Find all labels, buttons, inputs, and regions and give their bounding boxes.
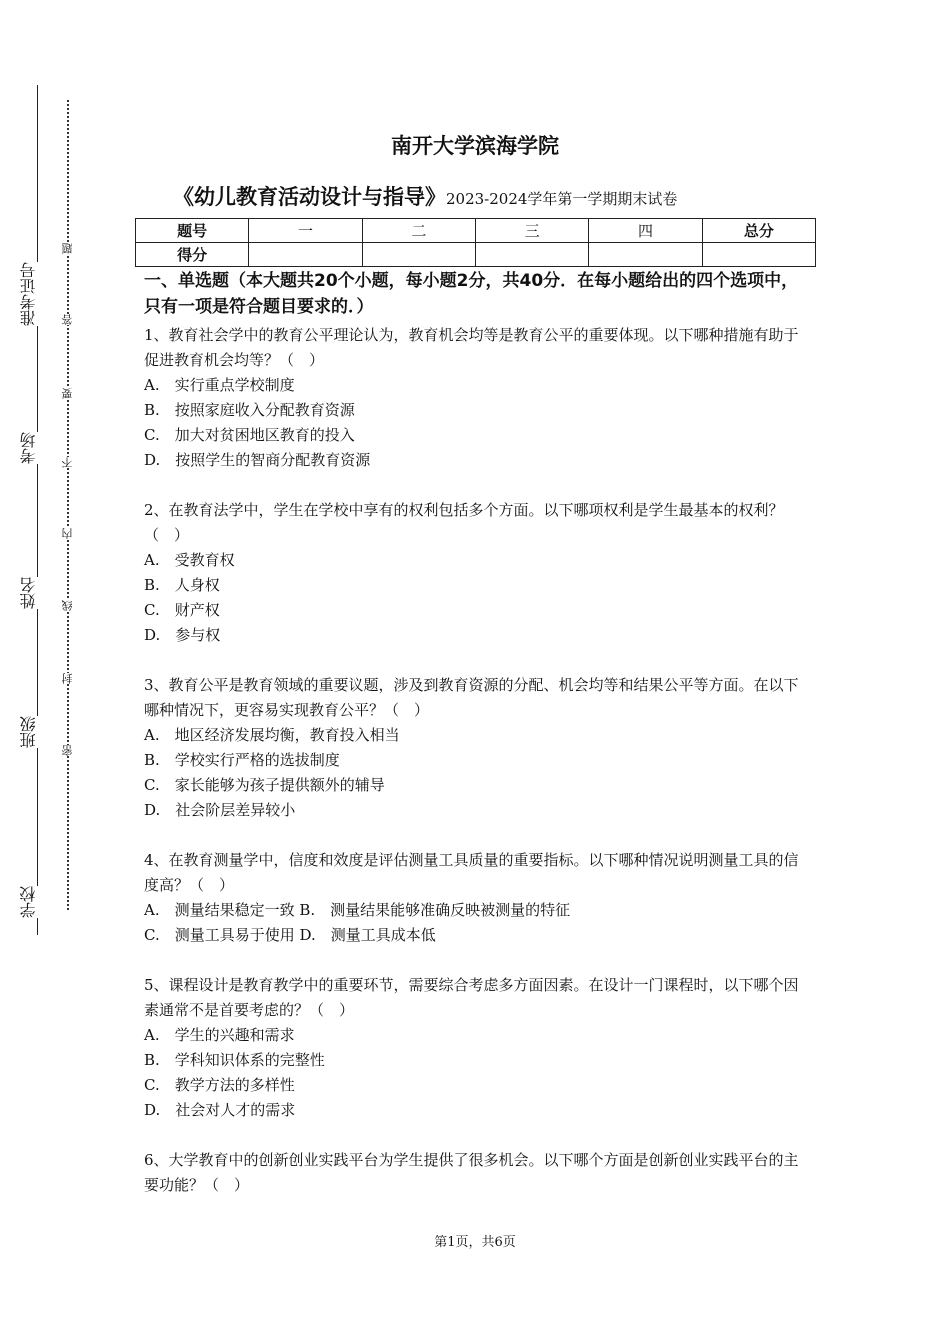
seal-char: 内 <box>58 528 78 539</box>
university-title: 南开大学滨海学院 <box>391 134 559 158</box>
question-option: D. 参与权 <box>144 626 221 644</box>
field-label-exam-number: 准考证号 <box>19 262 38 326</box>
question-option: C. 财产权 <box>144 601 220 619</box>
score-table <box>135 218 816 267</box>
seal-char: 线 <box>58 600 78 611</box>
question-option: A. 地区经济发展均衡，教育投入相当 <box>144 726 400 744</box>
question-option: A. 受教育权 <box>144 551 235 569</box>
score-cell: 四 <box>589 219 702 243</box>
question-stem: 3、教育公平是教育领域的重要议题，涉及到教育资源的分配、机会均等和结果公平等方面。在以下哪种情况下，更容易实现教育公平？（ ） <box>144 676 799 719</box>
exam-content <box>144 268 812 1223</box>
question-stem: 6、大学教育中的创新创业实践平台为学生提供了很多机会。以下哪个方面是创新创业实践平台的主要功能？（ ） <box>144 1151 799 1194</box>
course-title: 《幼儿教育活动设计与指导》 <box>173 185 446 209</box>
question-option: B. 学校实行严格的选拔制度 <box>144 751 340 769</box>
seal-char: 题 <box>58 243 78 254</box>
score-entry[interactable] <box>475 243 588 267</box>
score-table-header-row <box>136 219 816 243</box>
seal-char: 封 <box>58 673 78 684</box>
seal-char: 不 <box>58 457 78 468</box>
exam-title <box>173 181 813 211</box>
question-stem: 5、课程设计是教育教学中的重要环节，需要综合考虑多方面因素。在设计一门课程时，以下哪个因素通常不是首要考虑的？（ ） <box>144 976 799 1019</box>
score-entry[interactable] <box>589 243 702 267</box>
question-option: B. 人身权 <box>144 576 220 594</box>
seal-char: 要 <box>58 388 78 399</box>
question-option: D. 社会阶层差异较小 <box>144 801 296 819</box>
score-cell: 题号 <box>136 219 249 243</box>
binding-dotted-line <box>67 100 69 910</box>
question-stem: 1、教育社会学中的教育公平理论认为，教育机会均等是教育公平的重要体现。以下哪种措施有助于促进教育机会均等？（ ） <box>144 326 799 369</box>
question-stem: 2、在教育法学中，学生在学校中享有的权利包括多个方面。以下哪项权利是学生最基本的权利？（ ） <box>144 501 784 544</box>
question <box>144 673 812 823</box>
score-cell: 总分 <box>702 219 815 243</box>
score-entry[interactable] <box>702 243 815 267</box>
question <box>144 1148 812 1198</box>
score-entry[interactable] <box>249 243 362 267</box>
question-option: C. 加大对贫困地区教育的投入 <box>144 426 355 444</box>
question-option: A. 学生的兴趣和需求 <box>144 1026 295 1044</box>
question-option: C. 测量工具易于使用 D. 测量工具成本低 <box>144 926 436 944</box>
field-label-class: 班级 <box>19 716 38 748</box>
question-option: D. 社会对人才的需求 <box>144 1101 296 1119</box>
question-option: A. 实行重点学校制度 <box>144 376 295 394</box>
question-option: C. 家长能够为孩子提供额外的辅导 <box>144 776 385 794</box>
question-stem: 4、在教育测量学中，信度和效度是评估测量工具质量的重要指标。以下哪种情况说明测量工具的信度高？（ ） <box>144 851 799 894</box>
question <box>144 973 812 1123</box>
question <box>144 323 812 473</box>
question-option: B. 按照家庭收入分配教育资源 <box>144 401 355 419</box>
field-label-school: 学校 <box>19 886 38 918</box>
question-option: C. 教学方法的多样性 <box>144 1076 295 1094</box>
question <box>144 848 812 948</box>
question-option: B. 学科知识体系的完整性 <box>144 1051 325 1069</box>
score-cell: 三 <box>475 219 588 243</box>
field-label-exam-room: 考场 <box>19 432 38 464</box>
seal-char: 密 <box>58 745 78 756</box>
question-option: D. 按照学生的智商分配教育资源 <box>144 451 371 469</box>
seal-char: 答 <box>58 314 78 325</box>
score-table-score-row <box>136 243 816 267</box>
page-footer: 第1页，共6页 <box>434 1235 516 1250</box>
question-option: A. 测量结果稳定一致 B. 测量结果能够准确反映被测量的特征 <box>144 901 571 919</box>
score-cell: 得分 <box>136 243 249 267</box>
term-label: 2023-2024学年第一学期期末试卷 <box>446 190 678 208</box>
score-cell: 一 <box>249 219 362 243</box>
section-heading: 一、单选题（本大题共20个小题，每小题2分，共40分．在每小题给出的四个选项中，只有一项是符合题目要求的．） <box>144 271 799 317</box>
score-entry[interactable] <box>362 243 475 267</box>
field-label-name: 姓名 <box>19 577 38 609</box>
binding-solid-line <box>37 85 38 935</box>
score-cell: 二 <box>362 219 475 243</box>
question <box>144 498 812 648</box>
